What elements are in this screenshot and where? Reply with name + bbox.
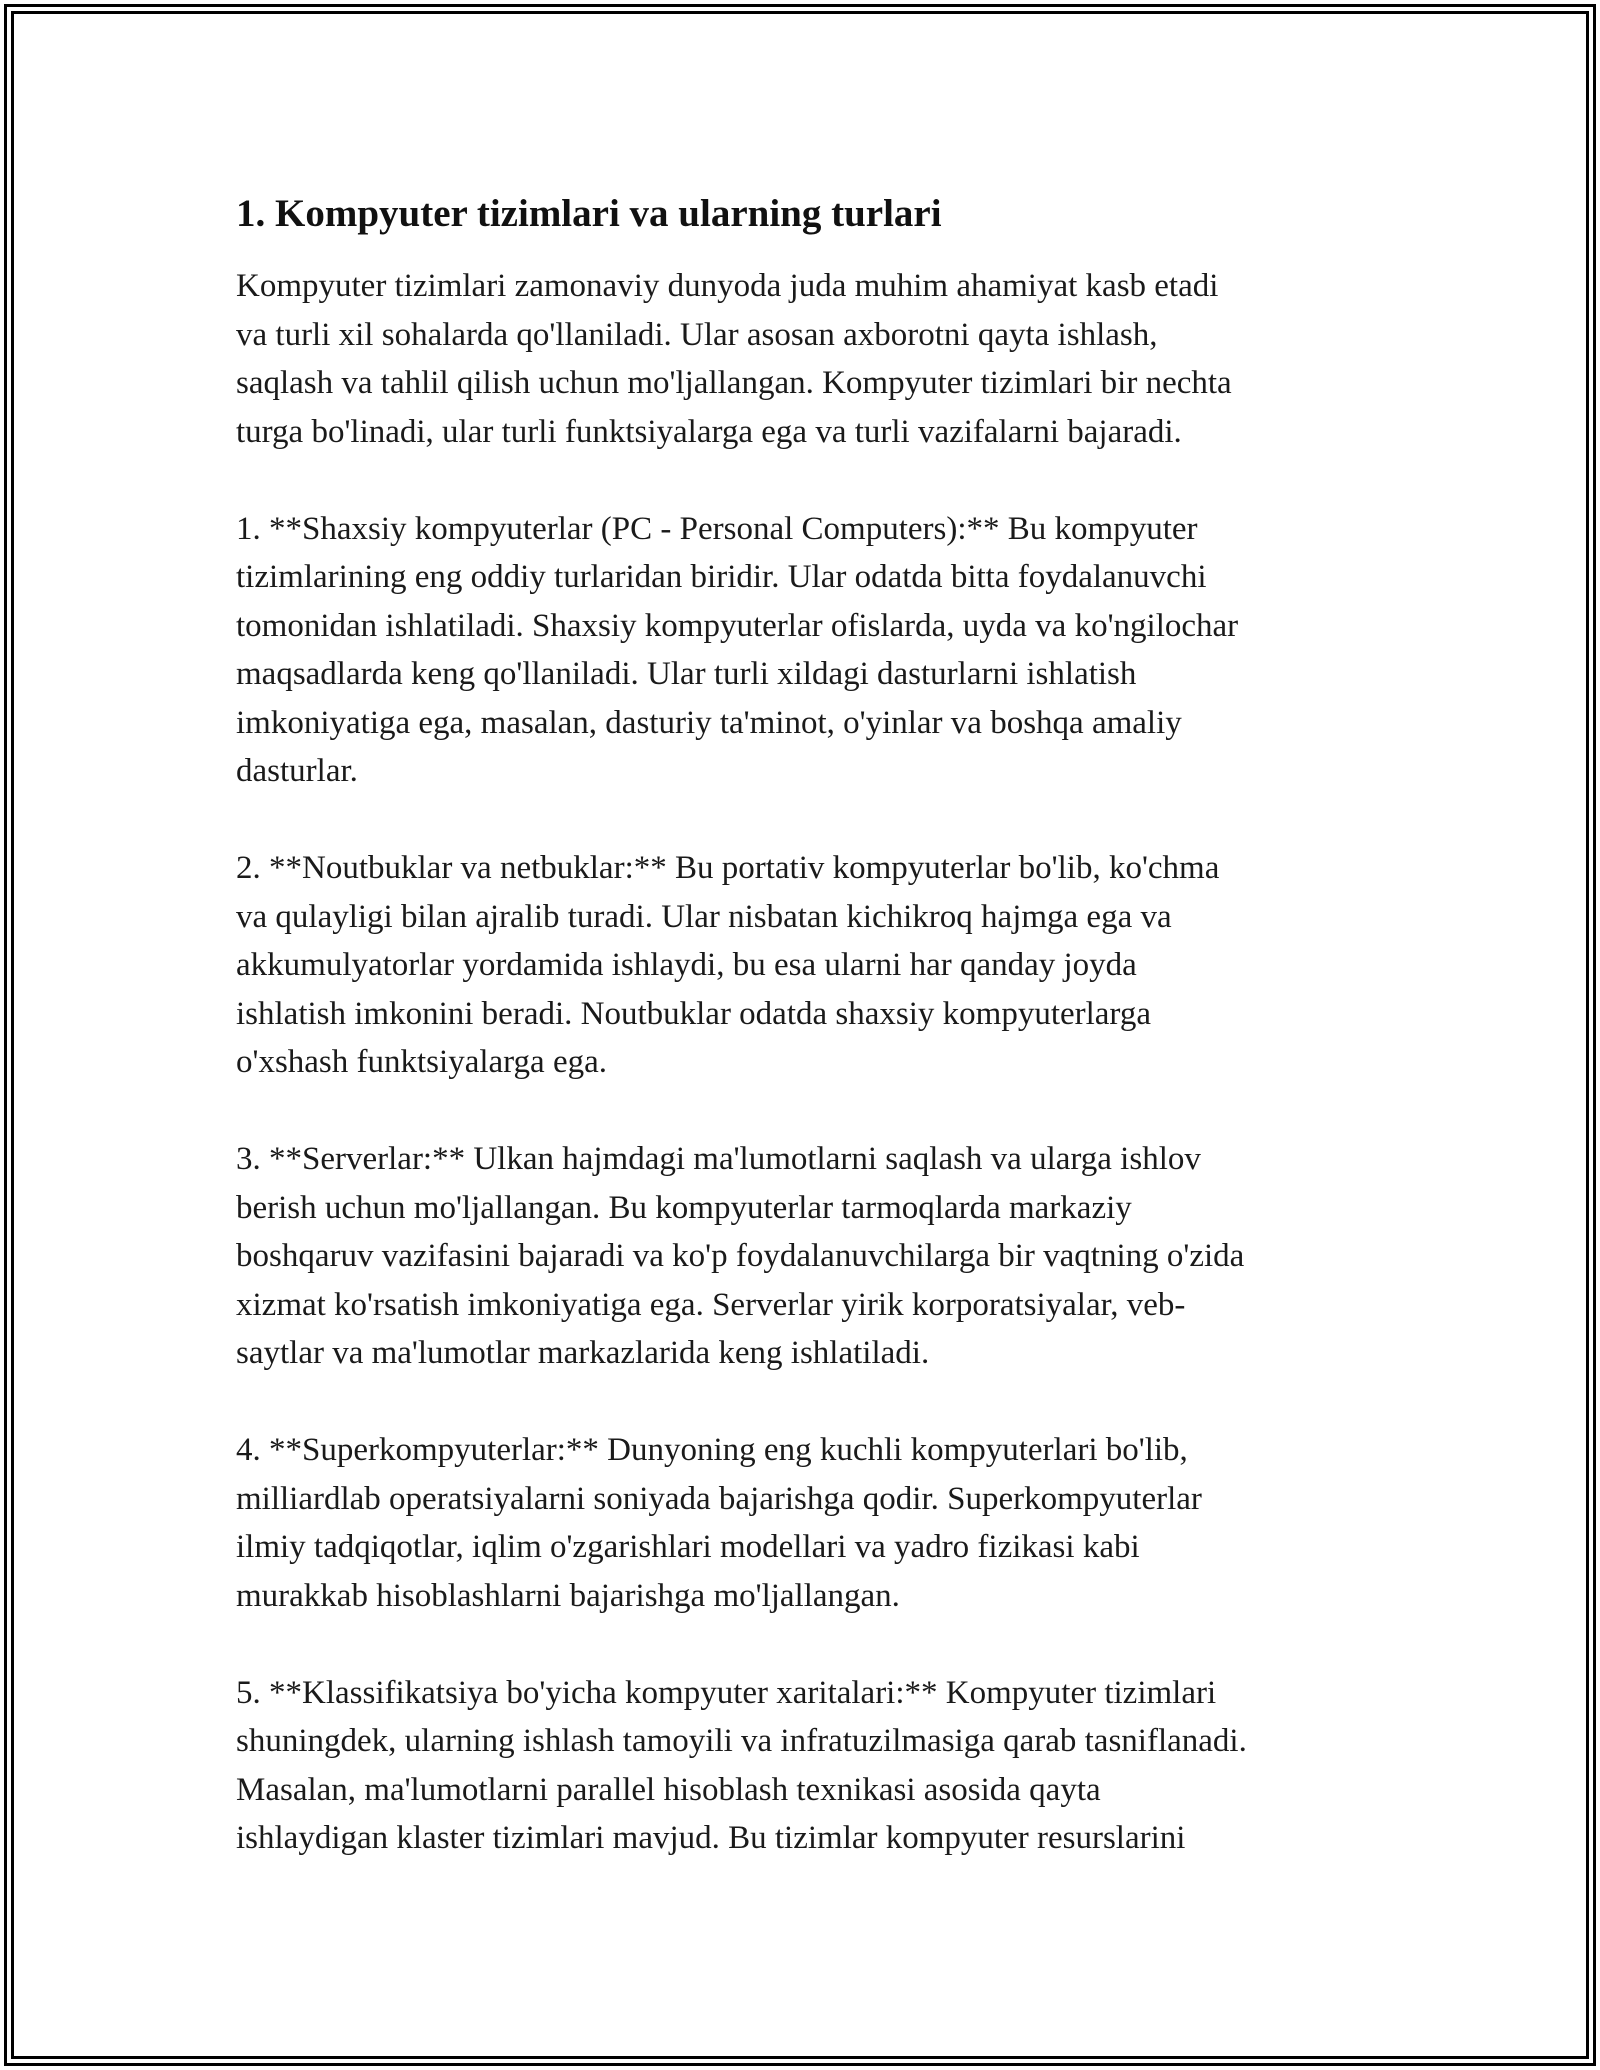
title-spacer [236, 242, 1366, 262]
paragraph-servers: 3. **Serverlar:** Ulkan hajmdagi ma'lumotlarni saqlash va ularga ishlov berish uchun mo'ljallangan. Bu kompyuterlar tarmoqlarda markaziy boshqaruv vazifasini bajaradi va ko'p foydalanuvchilarga bir vaqtning o'zida xizmat ko'rsatish imkoniyatiga ega. Serverlar yirik korporatsiyalar, veb- saytlar va ma'lumotlar markazlarida keng ishlatiladi. [236, 1141, 1245, 1371]
intro-paragraph: Kompyuter tizimlari zamonaviy dunyoda juda muhim ahamiyat kasb etadi va turli xil sohalarda qo'llaniladi. Ular asosan axborotni qayta ishlash, saqlash va tahlil qilish uchun mo'ljallangan. Kompyuter tizimlari bir nechta turga bo'linadi, ular turli funktsiyalarga ega va turli vazifalarni bajaradi. [236, 268, 1232, 450]
paragraph-supercomputers: 4. **Superkompyuterlar:** Dunyoning eng kuchli kompyuterlari bo'lib, milliardlab operatsiyalarni soniyada bajarishga qodir. Superkompyuterlar ilmiy tadqiqotlar, iqlim o'zgarishlari modellari va yadro fizikasi kabi murakkab hisoblashlarni bajarishga mo'ljallangan. [236, 1432, 1202, 1614]
paragraph-spacer [236, 1620, 1366, 1669]
paragraph-spacer [236, 796, 1366, 845]
paragraph-personal-computers: 1. **Shaxsiy kompyuterlar (PC - Personal Computers):** Bu kompyuter tizimlarining eng oddiy turlaridan biridir. Ular odatda bitta foydalanuvchi tomonidan ishlatiladi. Shaxsiy kompyuterlar ofislarda, uyda va ko'ngilochar maqsadlarda keng qo'llaniladi. Ular turli xildagi dasturlarni ishlatish imkoniyatiga ega, masalan, dasturiy ta'minot, o'yinlar va boshqa amaliy dasturlar. [236, 510, 1239, 789]
document-body [236, 186, 1366, 1863]
page-title: 1. Kompyuter tizimlari va ularning turlari [236, 192, 942, 235]
paragraph-laptops: 2. **Noutbuklar va netbuklar:** Bu portativ kompyuterlar bo'lib, ko'chma va qulayligi bilan ajralib turadi. Ular nisbatan kichikroq hajmga ega va akkumulyatorlar yordamida ishlaydi, bu esa ularni har qanday joyda ishlatish imkonini beradi. Noutbuklar odatda shaxsiy kompyuterlarga o'xshash funktsiyalarga ega. [236, 850, 1220, 1080]
paragraph-spacer [236, 1087, 1366, 1136]
paragraph-classification: 5. **Klassifikatsiya bo'yicha kompyuter xaritalari:** Kompyuter tizimlari shuningdek, ularning ishlash tamoyili va infratuzilmasiga qarab tasniflanadi. Masalan, ma'lumotlarni parallel hisoblash texnikasi asosida qayta ishlaydigan klaster tizimlari mavjud. Bu tizimlar kompyuter resurslarini [236, 1674, 1247, 1856]
paragraph-spacer [236, 456, 1366, 505]
paragraph-spacer [236, 1378, 1366, 1427]
